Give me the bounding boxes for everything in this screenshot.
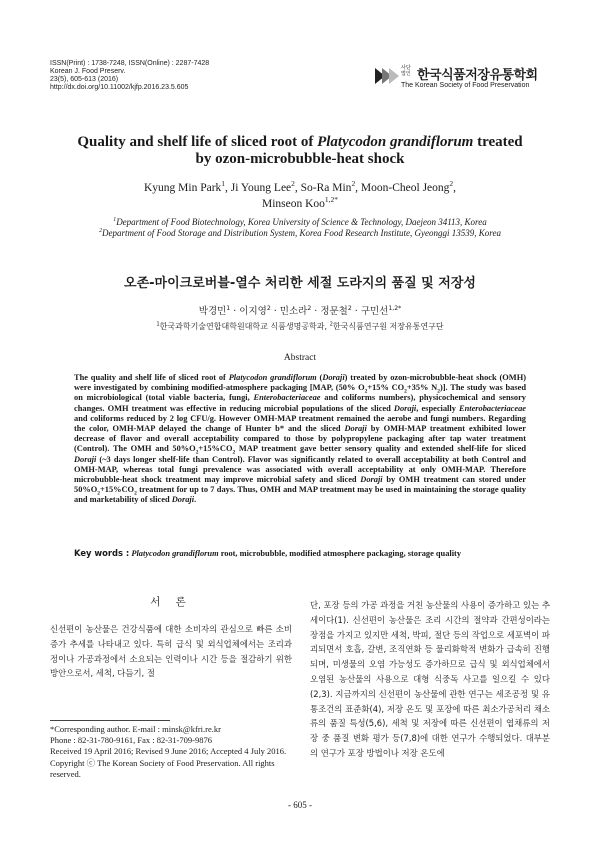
author-name: Kyung Min Park <box>143 182 222 194</box>
doi-link[interactable]: http://dx.doi.org/10.11002/kjfp.2016.23.5.605 <box>50 84 189 91</box>
society-name-ko: 한국식품저장유통학회 <box>417 68 538 83</box>
copyright: Copyright ⓒ The Korean Society of Food Preservation. All rights reserved. <box>50 757 275 779</box>
corresponding-author: *Corresponding author. E-mail : minsk@kfri.re.kr <box>50 724 221 734</box>
korean-affiliations: $^1$한국과학기술연합대학원대학교 식품생명공학과, $^2$한국식품연구원 저장유통연구단 <box>156 321 444 331</box>
korean-author-list: 박경민$^1$ · 이지영$^2$ · 민소라$^2$ · 정문철$^2$ · 구민선$^{1,2*}$ <box>198 304 402 317</box>
issn-line: ISSN(Print) : 1738-7248, ISSN(Online) : 2287-7428 <box>50 60 210 67</box>
society-branding <box>373 62 553 94</box>
paper-title: Quality and shelf life of sliced root of Platycodon grandiflorum treated by ozon-microbubble-heat shock <box>77 134 523 167</box>
affiliations: $^1$Department of Food Biotechnology, Korea University of Science & Technology, Daejeon 34113, Korea $^2$Department of Food Storage and Distribution System, Korea Food Research Institute, Gyeonggi 13539, Korea <box>99 217 501 238</box>
author-name: Minseon Koo <box>261 198 325 210</box>
author-name: Ji Young Lee <box>230 182 292 194</box>
body-text-left: 신선편이 농산물은 건강식품에 대한 소비자의 관심으로 빠른 소비 증가 추세를 나타내고 있다. 특히 급식 및 외식업체에서는 조리과정이나 가공과정에서 소요되는 인력이나 시간 등을 절감하기 위한 방안으로서, 세척, 다듬기, 절 <box>50 624 292 679</box>
received-dates: Received 19 April 2016; Revised 9 June 2016; Accepted 4 July 2016. <box>50 746 287 757</box>
author-list: Kyung Min Park$^1$, Ji Young Lee$^2$, So-Ra Min$^2$, Moon-Cheol Jeong$^2$, Minseon Koo$^{1,2*}$ <box>143 179 457 210</box>
journal-meta <box>50 60 209 92</box>
abstract-body: The quality and shelf life of sliced root of Platycodon grandiflorum (Doraji) treated by ozon-microbubble-heat shock (OMH) were investigated by combining modified-atmosphere packaging [MAP, (50% $O_2+15\%$ $CO_2+35\%$ $N_2$)]. The study was based on microbiological (total viable bacteria, fungi, Enterobacteriaceae and coliforms numbers), physicochemical and sensory changes. OMH treatment was effective in reducing microbial populations of the sliced Doraji, especially Enterobacteriaceae and coliforms reduced by 2 log CFU/g. However OMH-MAP treatment remained the aerobe and fungi numbers. Regarding the color, OMH-MAP delayed the change of Hunter b* and the sliced Doraji by OMH-MAP treatment exhibited lower decrease of flavor and overall acceptability compared to those by polypropylene packaging after tap water treatment (Control). The OMH and $50\%O_2+15\%CO_2$ MAP treatment gave better sensory quality and extended shelf-life for sliced Doraji (~3 days longer shelf-life than Control). Flavor was significantly related to overall acceptability at both Control and OMH-MAP, whereas total fungi prevalence was associated with overall acceptability at only OMH-MAP. Therefore microbubble-heat shock treatment may improve microbial safety and sliced Doraji by OMH treatment can stored under $50\%O_2+15\%CO_2$ treatment for up to 7 days. Thus, OMH and MAP treatment may be used in maintaining the storage quality and marketability of sliced Doraji. <box>74 373 527 505</box>
author-name: Moon-Cheol Jeong <box>360 182 450 194</box>
author-name: So-Ra Min <box>300 182 352 194</box>
abstract-heading: Abstract <box>283 353 317 363</box>
journal-name: Korean J. Food Preserv. <box>50 68 126 75</box>
footnote <box>50 724 296 780</box>
volume-line: 23(5), 605-613 (2016) <box>50 76 119 83</box>
contact-phone: Phone : 82-31-780-9161, Fax : 82-31-709-9876 <box>50 735 212 746</box>
society-logo-icon <box>373 64 399 88</box>
body-text-right: 단, 포장 등의 가공 과정을 거친 농산물의 사용이 증가하고 있는 추세이다(1). 신선편이 농산물은 조리 시간의 절약과 간편성이라는 장점을 가지고 있지만 세척, 박피, 절단 등의 작업으로 세포벽이 파괴되면서 호흡, 갈변, 조직연화 등 물리화학적 변화가 급속히 진행되며, 미생물의 오염 가능성도 증가하므로 급식 및 외식업체에서 오염된 농산물의 사용으로 대형 식중독 사고를 일으킬 수 있다(2,3). 지금까지의 신선편이 농산물에 관한 연구는 세조공정 및 유통조건의 표준화(4), 저장 온도 및 포장에 따른 최소가공처리 채소류의 품질 특성(5,6), 세척 및 저장에 따른 신선편이 엽채류의 저장 중 품질 변화 평가 등(7,8)에 대한 연구가 수행되었다. 대부분의 연구가 포장 방법이나 저장 온도에 <box>310 600 550 758</box>
keywords-label: Key words : <box>74 548 130 558</box>
society-prefix: 사단법인 <box>401 65 411 77</box>
footnote-divider <box>50 720 170 721</box>
page-number: - 605 - <box>288 800 312 810</box>
korean-title: 오존-마이크로버블-열수 처리한 세절 도라지의 품질 및 저장성 <box>124 276 476 291</box>
section-heading-intro: 서 론 <box>150 596 192 608</box>
keywords: Key words : Platycodon grandiflorum root, microbubble, modified atmosphere packaging, storage quality <box>74 548 462 558</box>
society-name-en: The Korean Society of Food Preservation <box>401 82 530 89</box>
